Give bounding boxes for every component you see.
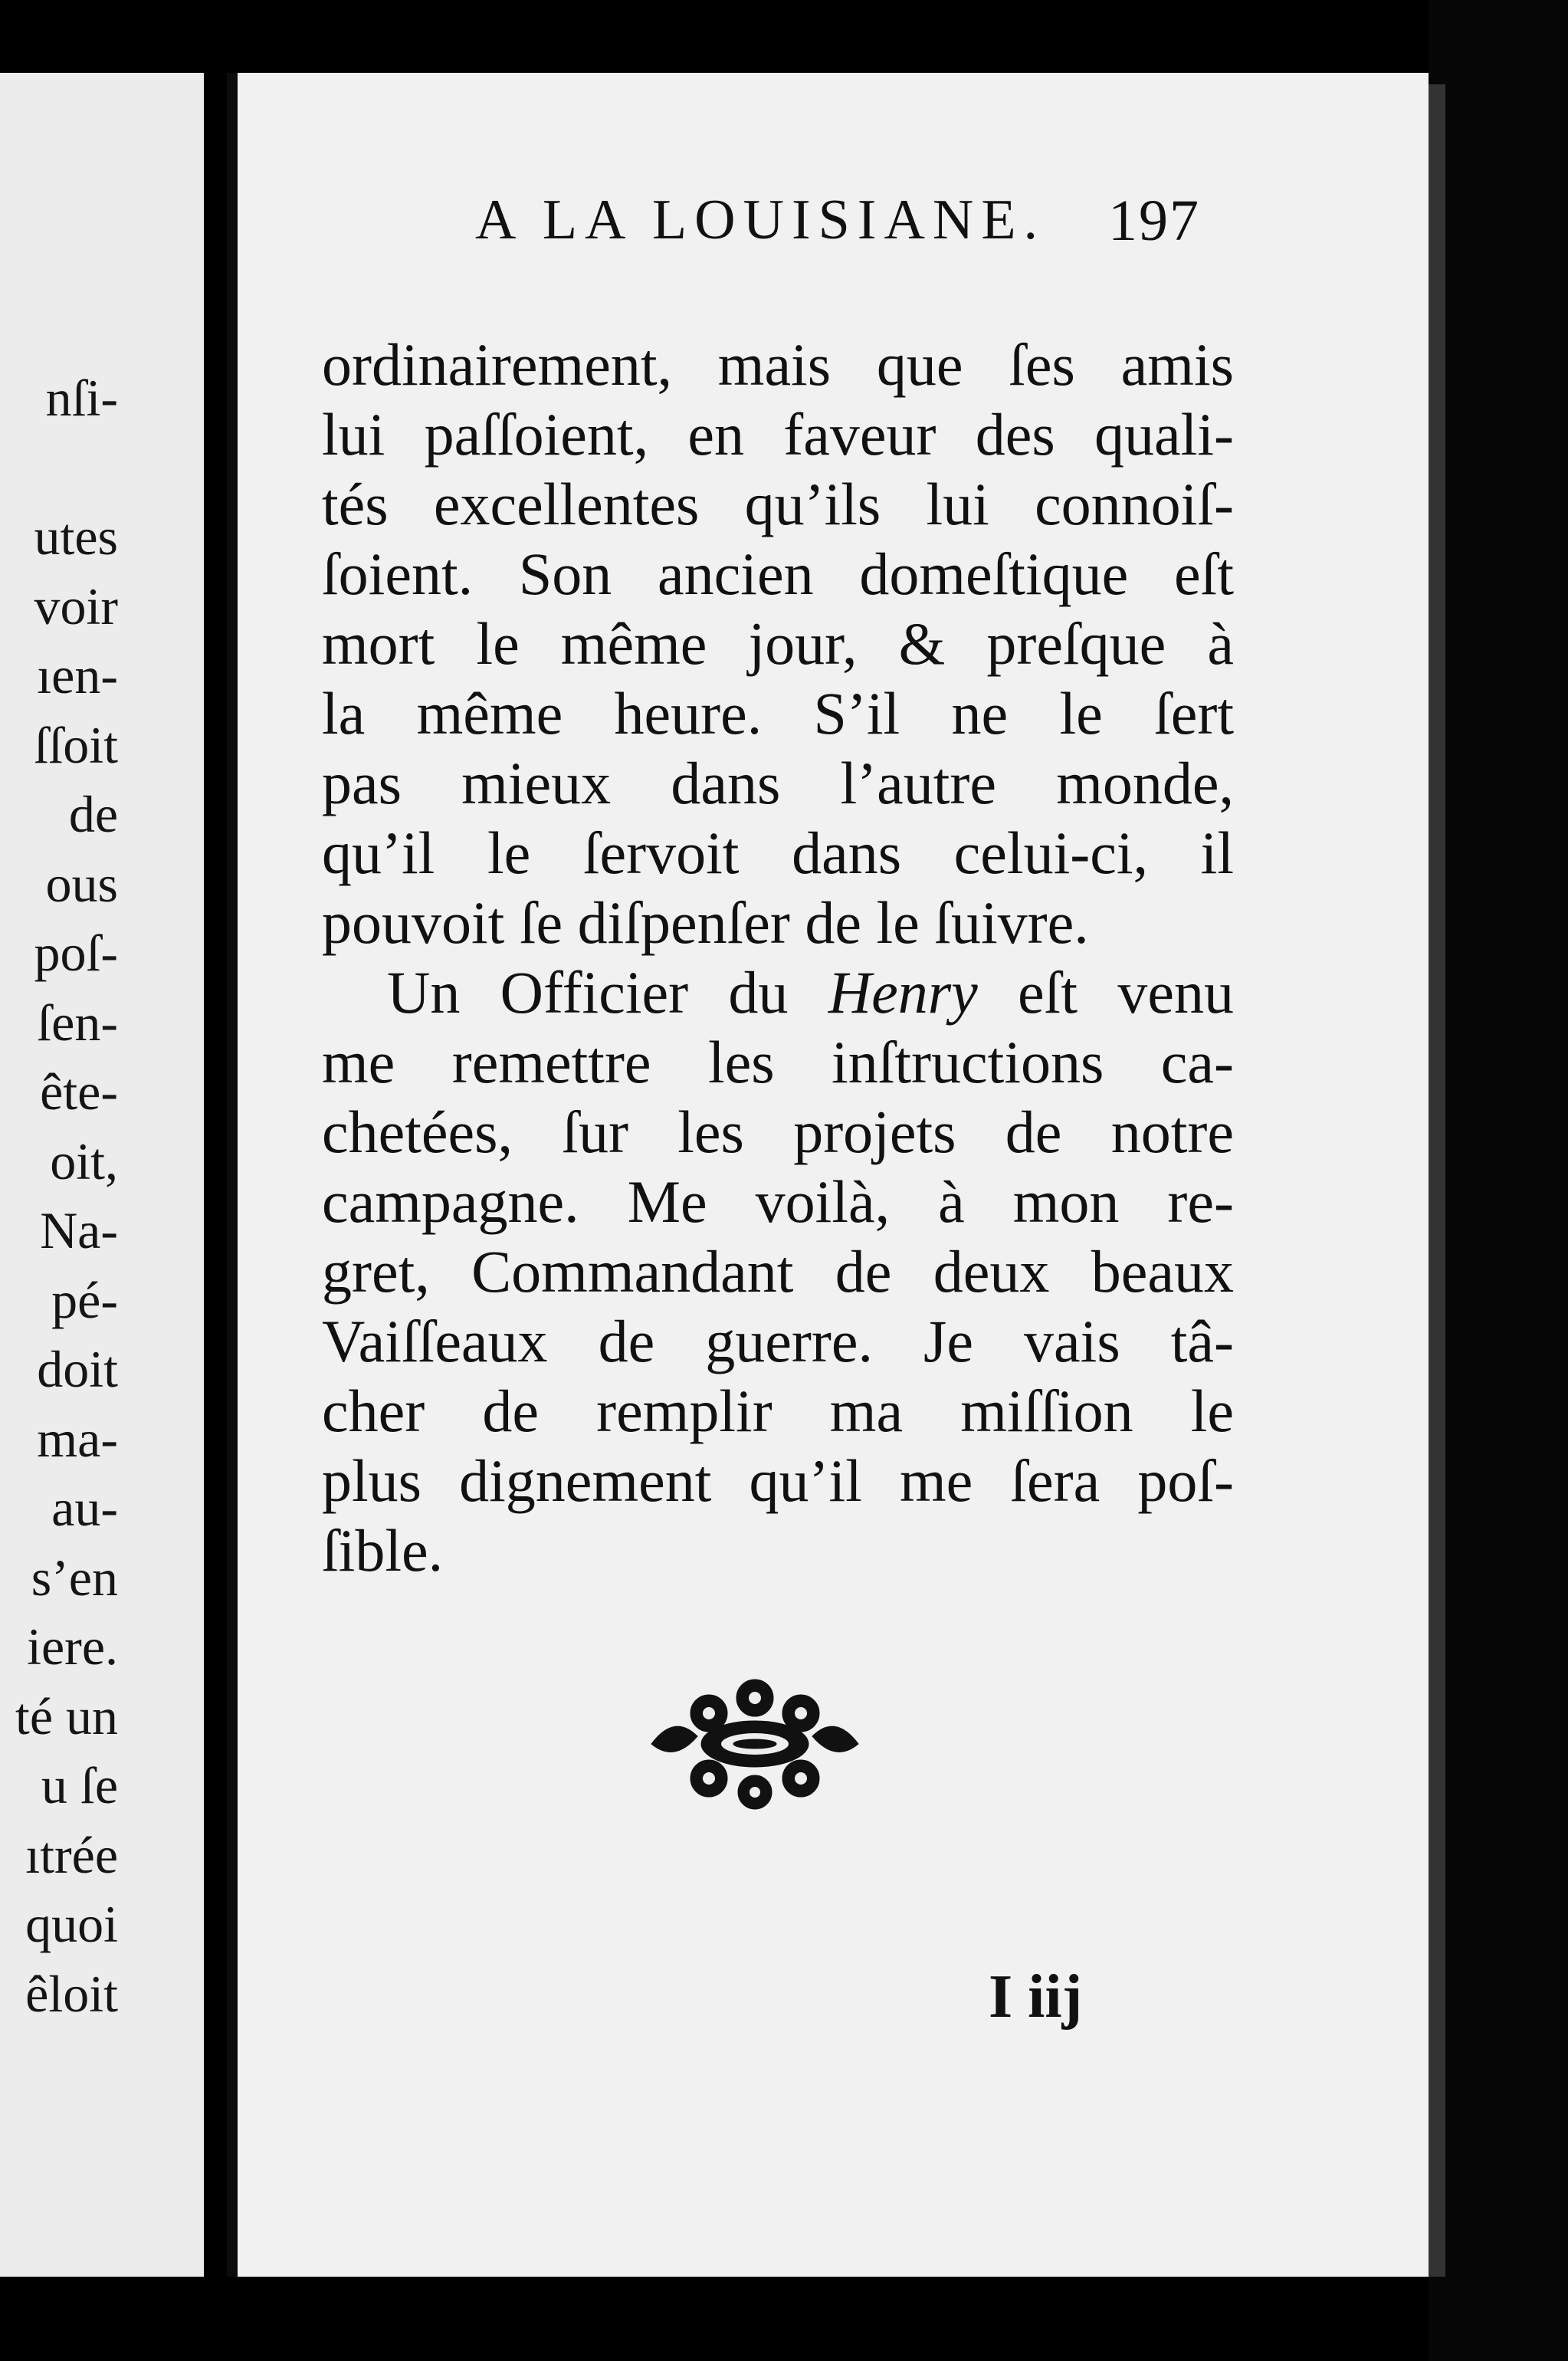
text-line: lui paſſoient, en faveur des quali- [322,401,1234,468]
left-page-line: s’en [31,1548,118,1607]
left-page-line: quoi [25,1895,118,1953]
text-line: ſoient. Son ancien domeſtique eſt [322,540,1234,607]
left-page-line: té un [15,1686,118,1745]
book-gutter [204,0,227,2361]
text-line: pouvoit ſe diſpenſer de le ſuivre. [322,889,1089,956]
left-page-line: ſen- [37,993,118,1052]
text-line: ordinairement, mais que ſes amis [322,331,1234,398]
left-page-line: ma- [37,1409,118,1468]
body-text [322,330,1234,1585]
signature-mark: I iij [989,1963,1083,2031]
left-page-line: poſ- [34,924,118,982]
left-page-line: utes [34,507,118,566]
book-spine [1429,0,1568,2361]
text-line: la même heure. S’il ne le ſert [322,680,1234,747]
paragraph-opening-line [322,957,1234,1027]
text-run: Un Officier du [387,959,828,1026]
text-line: Vaiſſeaux de guerre. Je vais tâ- [322,1308,1234,1374]
text-line: qu’il le ſervoit dans celui-ci, il [322,819,1234,886]
text-line: me remettre les inſtructions ca- [322,1029,1234,1095]
left-page-line: de [68,785,118,843]
text-line: gret, Commandant de deux beaux [322,1238,1234,1305]
left-page-line: nſi- [45,369,118,427]
text-line: plus dignement qu’il me ſera poſ- [322,1447,1234,1514]
text-line: cher de remplir ma miſſion le [322,1378,1234,1444]
ship-name: Henry [828,959,978,1026]
left-page-line: ête- [40,1062,118,1121]
text-line: campagne. Me voilà, à mon re- [322,1168,1234,1235]
left-page-line: ıen- [37,646,118,704]
left-page-line: iere. [27,1617,118,1676]
left-page-edge [0,73,208,2277]
floral-ornament-icon [644,1671,866,1817]
left-page-line: au- [51,1479,118,1537]
page-edge-shadow [1429,84,1445,2277]
left-page-line: ıtrée [25,1825,118,1884]
text-line: tés excellentes qu’ils lui connoiſ- [322,471,1234,537]
text-line: ſible. [322,1517,444,1584]
left-page-line: ous [45,854,118,913]
left-page-line: pé- [51,1270,118,1329]
left-page-line: u ſe [41,1756,118,1814]
text-run: eſt venu [977,959,1234,1026]
text-line: pas mieux dans l’autre monde, [322,750,1234,816]
text-line: chetées, ſur les projets de notre [322,1098,1234,1165]
left-page-line: ſſoit [34,715,118,774]
left-page-line: êloit [25,1964,118,2023]
left-page-line: oit, [50,1131,118,1190]
left-page-line: Na- [40,1201,118,1259]
running-head: A LA LOUISIANE. [475,189,1046,251]
text-line: mort le même jour, & preſque à [322,610,1234,677]
left-page-line: doit [37,1340,118,1398]
left-page-line: voir [34,576,118,635]
page-number: 197 [1108,189,1200,253]
